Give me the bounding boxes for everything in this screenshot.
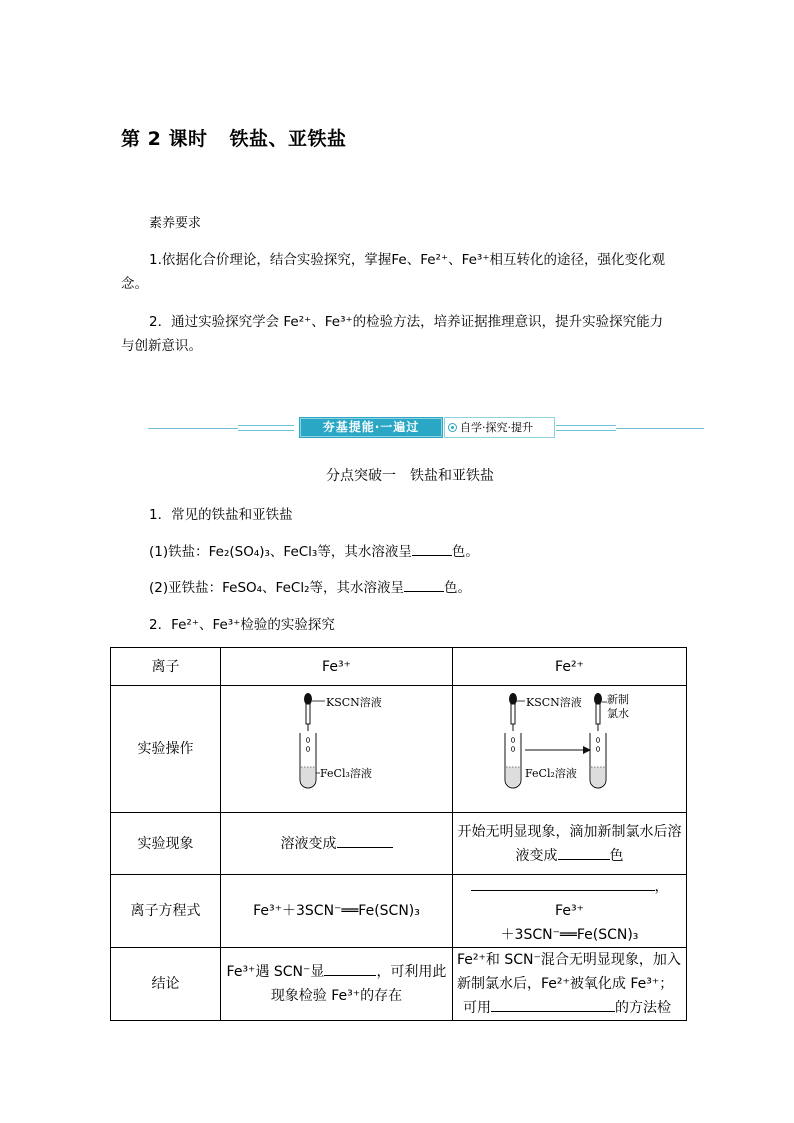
solution-fill — [591, 767, 605, 787]
fe3-equation: Fe³⁺＋3SCN⁻══Fe(SCN)₃ — [221, 875, 453, 948]
fe2-phenomenon-line2: 液变成 — [515, 847, 558, 864]
fe2-conclusion-line1: Fe²⁺和 SCN⁻混合无明显现象，加入 — [457, 952, 681, 968]
table-row — [111, 875, 687, 948]
table-row — [111, 813, 687, 875]
point1-line2-suffix: 色。 — [443, 580, 471, 596]
fe2-reagent2-line2: 氯水 — [607, 707, 629, 720]
requirement-1-line2: 念。 — [121, 276, 148, 292]
point2-heading: 2．Fe²⁺、Fe³⁺检验的实验探究 — [149, 617, 335, 633]
lesson-topic: 铁盐、亚铁盐 — [229, 128, 347, 150]
table-row — [111, 648, 687, 686]
requirement-2-line1: 2．通过实验探究学会 Fe²⁺、Fe³⁺的检验方法，培养证据推理意识，提升实验探究能力 — [149, 314, 664, 330]
fe2-test-tube-diagram — [453, 686, 687, 804]
lesson-number: 第 2 课时 — [121, 128, 208, 150]
fe3-conclusion — [221, 948, 453, 1021]
drop — [511, 738, 514, 743]
fe3-conclusion-suffix: ，可利用此 — [376, 964, 447, 980]
point1-line2 — [149, 576, 471, 596]
fe3-conclusion-line2: 现象检验 Fe³⁺的存在 — [270, 988, 403, 1004]
dropper-bulb — [304, 693, 312, 705]
fe2-conclusion-line3-prefix: 可用 — [463, 1000, 491, 1016]
fe2-equation — [453, 875, 687, 948]
answer-blank — [404, 577, 444, 592]
fe2-conclusion-line3-suffix: 的方法检 — [615, 1000, 671, 1016]
row-label-operation: 实验操作 — [111, 686, 221, 813]
drop — [596, 738, 599, 743]
dropper-tube — [596, 704, 600, 724]
fe2-phenomenon — [453, 813, 687, 875]
answer-blank — [337, 833, 393, 848]
point1-heading: 1．常见的铁盐和亚铁盐 — [149, 507, 293, 523]
fe2-solution-label: FeCl₂溶液 — [525, 767, 577, 780]
requirement-1-line1: 1.依据化合价理论，结合实验探究，掌握Fe、Fe²⁺、Fe³⁺相互转化的途径，强化变化观 — [149, 252, 665, 268]
banner-dot-icon — [448, 423, 457, 432]
row-label-phenomenon: 实验现象 — [111, 813, 221, 875]
answer-blank — [471, 876, 655, 891]
fe3-operation-diagram — [221, 686, 453, 813]
point1-line1-prefix: (1)铁盐：Fe₂(SO₄)₃、FeCl₃等，其水溶液呈 — [149, 544, 412, 560]
solution-fill — [506, 767, 520, 787]
fe2-conclusion-line2: 新制氯水后，Fe²⁺被氧化成 Fe³⁺； — [457, 976, 674, 992]
fe2-equation-line2: ＋3SCN⁻══Fe(SCN)₃ — [500, 927, 639, 943]
fe3-test-tube-diagram — [221, 686, 453, 804]
banner-line-left-double — [238, 425, 294, 431]
dropper-bulb — [594, 693, 602, 705]
drop — [306, 747, 309, 752]
dropper-bulb — [509, 693, 517, 705]
header-fe2: Fe²⁺ — [453, 648, 687, 686]
experiment-table — [110, 647, 687, 1021]
fe2-operation-diagram — [453, 686, 687, 813]
fe2-phenomenon-line1: 开始无明显现象，滴加新制氯水后溶 — [457, 823, 682, 840]
banner-line-right-double — [556, 425, 616, 431]
dropper-tube — [511, 704, 515, 724]
drop — [596, 747, 599, 752]
fe2-equation-line1-suffix: ，Fe³⁺ — [555, 879, 669, 919]
answer-blank — [558, 845, 610, 860]
banner-sub — [444, 417, 555, 438]
header-fe3: Fe³⁺ — [221, 648, 453, 686]
answer-blank — [324, 961, 376, 976]
section-title: 分点突破一 铁盐和亚铁盐 — [326, 468, 494, 484]
drop — [511, 747, 514, 752]
header-ion: 离子 — [111, 648, 221, 686]
fe2-reagent-label: KSCN溶液 — [526, 696, 582, 709]
answer-blank — [412, 541, 452, 556]
fe2-conclusion — [453, 948, 687, 1021]
fe3-reagent-label: KSCN溶液 — [326, 696, 382, 709]
answer-blank — [491, 997, 615, 1012]
fe3-phenomenon-text: 溶液变成 — [280, 835, 337, 852]
table-row — [111, 686, 687, 813]
banner-line-right-thin — [616, 428, 704, 429]
point1-line1 — [149, 540, 479, 560]
banner-sub-text: 自学·探究·提升 — [460, 421, 533, 434]
requirements-heading: 素养要求 — [149, 216, 202, 231]
row-label-conclusion: 结论 — [111, 948, 221, 1021]
drop — [306, 738, 309, 743]
banner-line-left-thin — [148, 428, 238, 429]
requirement-2-line2: 与创新意识。 — [121, 338, 202, 354]
row-label-equation: 离子方程式 — [111, 875, 221, 948]
fe2-phenomenon-suffix: 色 — [609, 847, 624, 864]
table-row — [111, 948, 687, 1021]
solution-fill — [301, 767, 315, 787]
point1-line2-prefix: (2)亚铁盐：FeSO₄、FeCl₂等，其水溶液呈 — [149, 580, 404, 596]
fe2-reagent2-line1: 新制 — [607, 693, 629, 706]
lesson-title — [121, 124, 346, 151]
fe3-phenomenon — [221, 813, 453, 875]
point1-line1-suffix: 色。 — [451, 544, 479, 560]
dropper-tube — [306, 704, 310, 724]
fe3-solution-label: FeCl₃溶液 — [320, 767, 372, 780]
banner-main: 夯基提能·一遍过 — [300, 418, 442, 437]
fe3-conclusion-prefix: Fe³⁺遇 SCN⁻显 — [226, 964, 325, 980]
